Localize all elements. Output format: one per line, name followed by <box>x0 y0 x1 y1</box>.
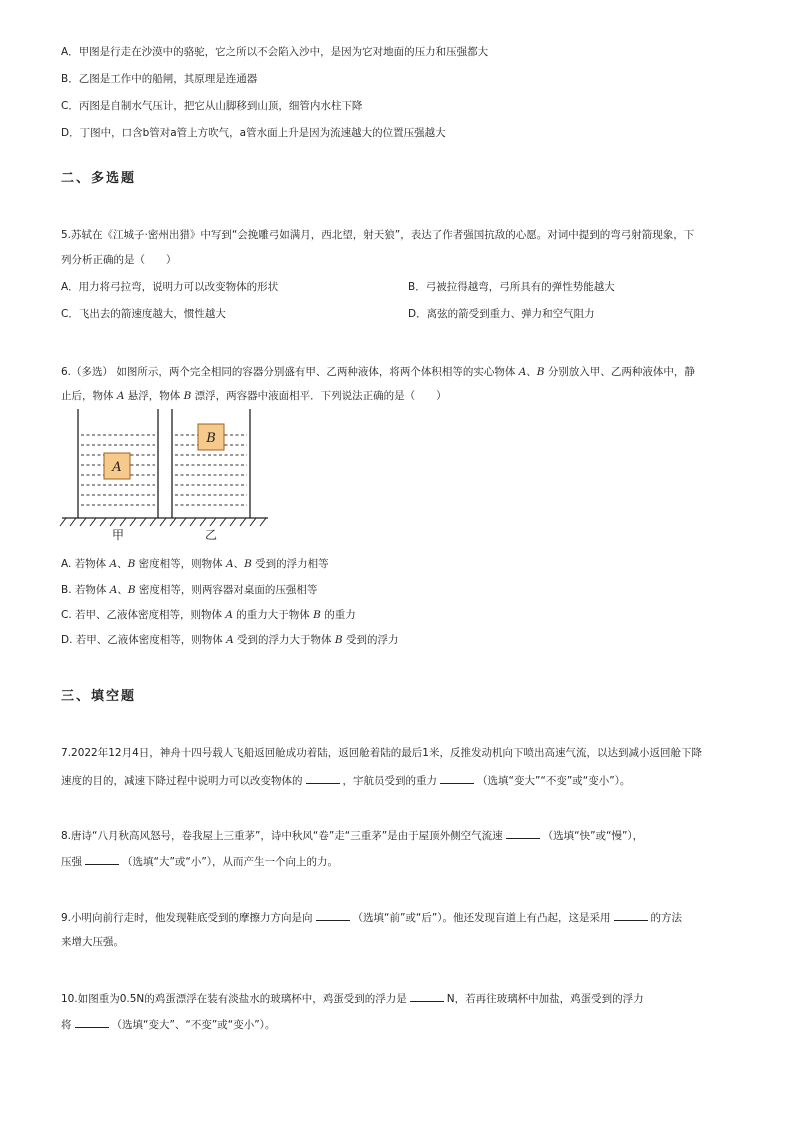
block-b-label: B <box>206 431 216 446</box>
block-a-label: A <box>112 460 122 475</box>
q5-stem-line2: 列分析正确的是（ ） <box>61 254 177 266</box>
q10-blank-1[interactable] <box>410 991 444 1002</box>
q4-option-d: D．丁图中，口含b管对a管上方吹气，a管水面上升是因为流速越大的位置压强越大 <box>61 127 446 139</box>
label-yi: 乙 <box>204 528 218 542</box>
q6-option-a: A. 若物体 A、B 密度相等，则物体 A、B 受到的浮力相等 <box>61 558 329 570</box>
q6-figure-containers <box>56 405 276 545</box>
q10-stem-line2: 将 （选填“变大”、“不变”或“变小”）。 <box>61 1019 276 1031</box>
q6-option-d: D. 若甲、乙液体密度相等，则物体 A 受到的浮力大于物体 B 受到的浮力 <box>61 634 399 646</box>
q4-option-b: B．乙图是工作中的船闸，其原理是连通器 <box>61 73 258 85</box>
q7-blank-2[interactable] <box>440 773 474 784</box>
q10-stem-line1: 10.如图重为0.5N的鸡蛋漂浮在装有淡盐水的玻璃杯中，鸡蛋受到的浮力是 N，若再往玻璃杯中加盐，鸡蛋受到的浮力 <box>61 993 644 1005</box>
container-jia <box>78 409 158 518</box>
section-heading-fill-in: 三、填空题 <box>61 689 137 704</box>
q6-stem-line1: 6.（多选） 如图所示，两个完全相同的容器分别盛有甲、乙两种液体，将两个体积相等的实心物体 A、B 分别放入甲、乙两种液体中，静 <box>61 366 695 378</box>
q7-blank-1[interactable] <box>306 773 340 784</box>
q4-option-c: C．丙图是自制水气压计，把它从山脚移到山顶，细管内水柱下降 <box>61 100 363 112</box>
q5-option-c: C．飞出去的箭速度越大，惯性越大 <box>61 308 226 320</box>
container-yi <box>172 409 250 518</box>
q7-stem-line1: 7.2022年12月4日，神舟十四号载人飞船返回舱成功着陆，返回舱着陆的最后1米，反推发动机向下喷出高速气流，以达到减小返回舱下降 <box>61 747 702 759</box>
q9-stem-line2: 来增大压强。 <box>61 936 124 948</box>
q6-option-b: B. 若物体 A、B 密度相等，则两容器对桌面的压强相等 <box>61 584 318 596</box>
q9-blank-1[interactable] <box>316 910 350 921</box>
q4-option-a: A．甲图是行走在沙漠中的骆驼，它之所以不会陷入沙中，是因为它对地面的压力和压强都大 <box>61 46 489 58</box>
q7-stem-line2: 速度的目的，减速下降过程中说明力可以改变物体的 ，宇航员受到的重力 （选填“变大”“不变”或“变小”）。 <box>61 775 631 787</box>
q8-blank-2[interactable] <box>85 854 119 865</box>
q8-stem-line1: 8.唐诗“八月秋高风怒号，卷我屋上三重茅”，诗中秋风“卷”走“三重茅”是由于屋顶外侧空气流速 （选填“快”或“慢”）， <box>61 830 644 842</box>
q5-option-a: A．用力将弓拉弯，说明力可以改变物体的形状 <box>61 281 279 293</box>
q10-blank-2[interactable] <box>75 1017 109 1028</box>
q5-stem-line1: 5.苏轼在《江城子·密州出猎》中写到“会挽雕弓如满月，西北望，射天狼”，表达了作者强国抗敌的心愿。对词中提到的弯弓射箭现象，下 <box>61 229 695 241</box>
label-jia: 甲 <box>111 528 125 542</box>
q5-option-d: D．离弦的箭受到重力、弹力和空气阻力 <box>408 308 595 320</box>
q9-stem-line1: 9.小明向前行走时，他发现鞋底受到的摩擦力方向是向 （选填“前”或“后”）。他还发现盲道上有凸起，这是采用 的方法 <box>61 912 683 924</box>
q6-stem-line2: 止后，物体 A 悬浮，物体 B 漂浮，两容器中液面相平．下列说法正确的是（ ） <box>61 390 447 402</box>
section-heading-multiple-choice: 二、多选题 <box>61 171 137 186</box>
q9-blank-2[interactable] <box>614 910 648 921</box>
q8-blank-1[interactable] <box>506 828 540 839</box>
q5-option-b: B．弓被拉得越弯，弓所具有的弹性势能越大 <box>408 281 615 293</box>
q8-stem-line2: 压强 （选填“大”或“小”），从而产生一个向上的力。 <box>61 856 339 868</box>
q6-option-c: C. 若甲、乙液体密度相等，则物体 A 的重力大于物体 B 的重力 <box>61 609 356 621</box>
